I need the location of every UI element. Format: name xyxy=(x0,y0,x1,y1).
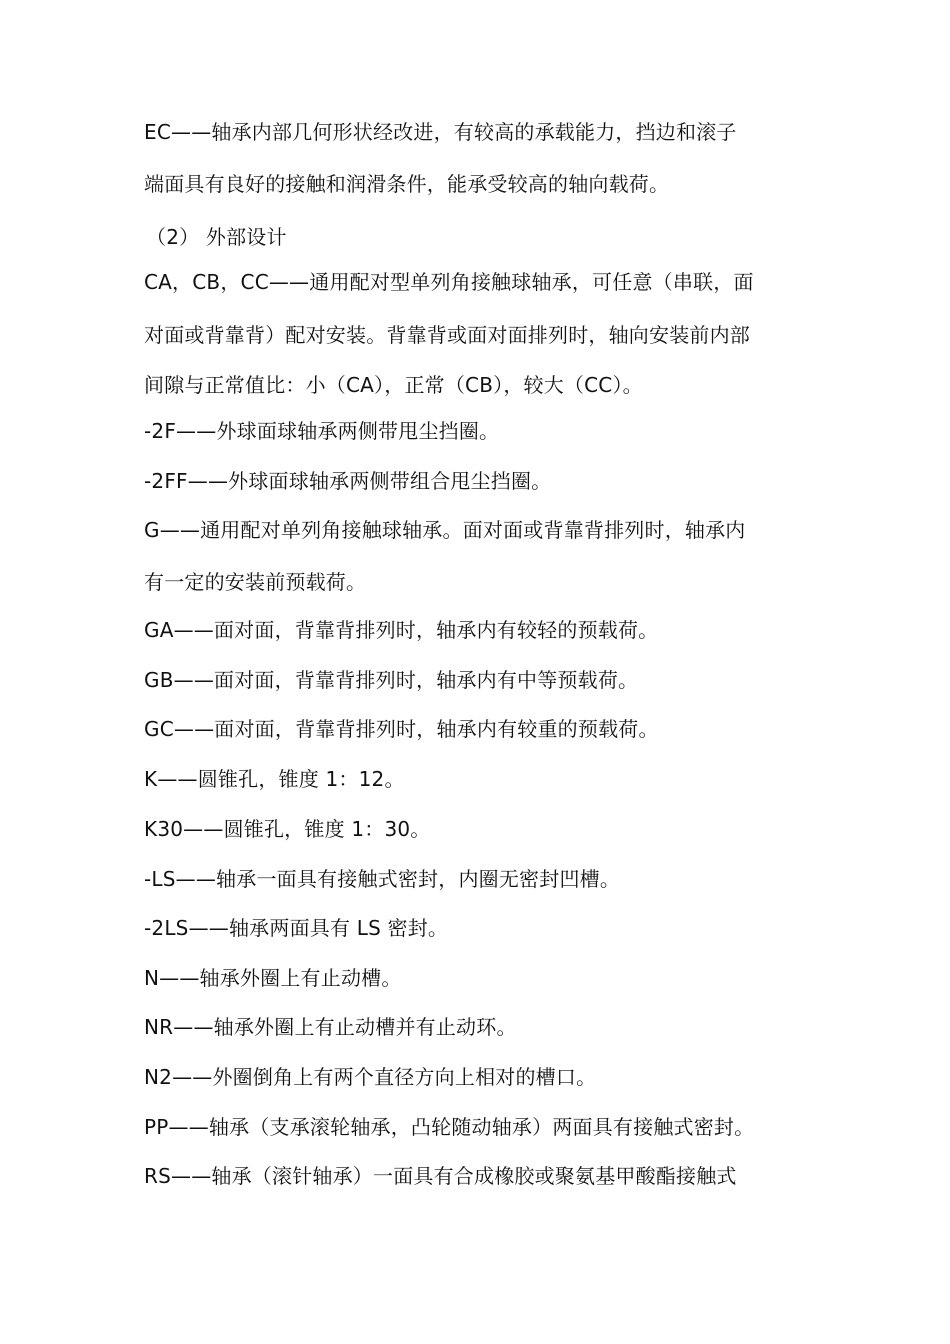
text-line-k: K——圆锥孔，锥度 1：12。 xyxy=(144,767,405,791)
text-line-2f: -2F——外球面球轴承两侧带甩尘挡圈。 xyxy=(144,419,500,443)
text-line-ca-cb-cc-cont1: 对面或背靠背）配对安装。背靠背或面对面排列时，轴向安装前内部 xyxy=(144,323,750,347)
text-line-ca-cb-cc-cont2: 间隙与正常值比：小（CA），正常（CB），较大（CC）。 xyxy=(144,373,643,397)
text-line-nr: NR——轴承外圈上有止动槽并有止动环。 xyxy=(144,1015,517,1039)
text-line-g: G——通用配对单列角接触球轴承。面对面或背靠背排列时，轴承内 xyxy=(144,518,746,542)
text-line-rs: RS——轴承（滚针轴承）一面具有合成橡胶或聚氨基甲酸酯接触式 xyxy=(144,1164,737,1188)
text-line-ec: EC——轴承内部几何形状经改进，有较高的承载能力，挡边和滚子 xyxy=(144,120,737,144)
text-line-2ff: -2FF——外球面球轴承两侧带组合甩尘挡圈。 xyxy=(144,469,552,493)
text-line-n: N——轴承外圈上有止动槽。 xyxy=(144,966,402,990)
text-line-g-cont: 有一定的安装前预载荷。 xyxy=(144,570,367,594)
text-line-ec-cont: 端面具有良好的接触和润滑条件，能承受较高的轴向载荷。 xyxy=(144,172,670,196)
text-line-ca-cb-cc: CA，CB，CC——通用配对型单列角接触球轴承，可任意（串联，面 xyxy=(144,270,754,294)
text-line-ls: -LS——轴承一面具有接触式密封，内圈无密封凹槽。 xyxy=(144,867,621,891)
text-line-pp: PP——轴承（支承滚轮轴承，凸轮随动轴承）两面具有接触式密封。 xyxy=(144,1115,755,1139)
text-line-k30: K30——圆锥孔，锥度 1：30。 xyxy=(144,817,431,841)
text-line-2ls: -2LS——轴承两面具有 LS 密封。 xyxy=(144,916,449,940)
text-line-ga: GA——面对面，背靠背排列时，轴承内有较轻的预载荷。 xyxy=(144,618,659,642)
section-heading-external-design: （2） 外部设计 xyxy=(146,225,287,249)
text-line-gb: GB——面对面，背靠背排列时，轴承内有中等预载荷。 xyxy=(144,668,639,692)
text-line-gc: GC——面对面，背靠背排列时，轴承内有较重的预载荷。 xyxy=(144,717,659,741)
text-line-n2: N2——外圈倒角上有两个直径方向上相对的槽口。 xyxy=(144,1065,597,1089)
